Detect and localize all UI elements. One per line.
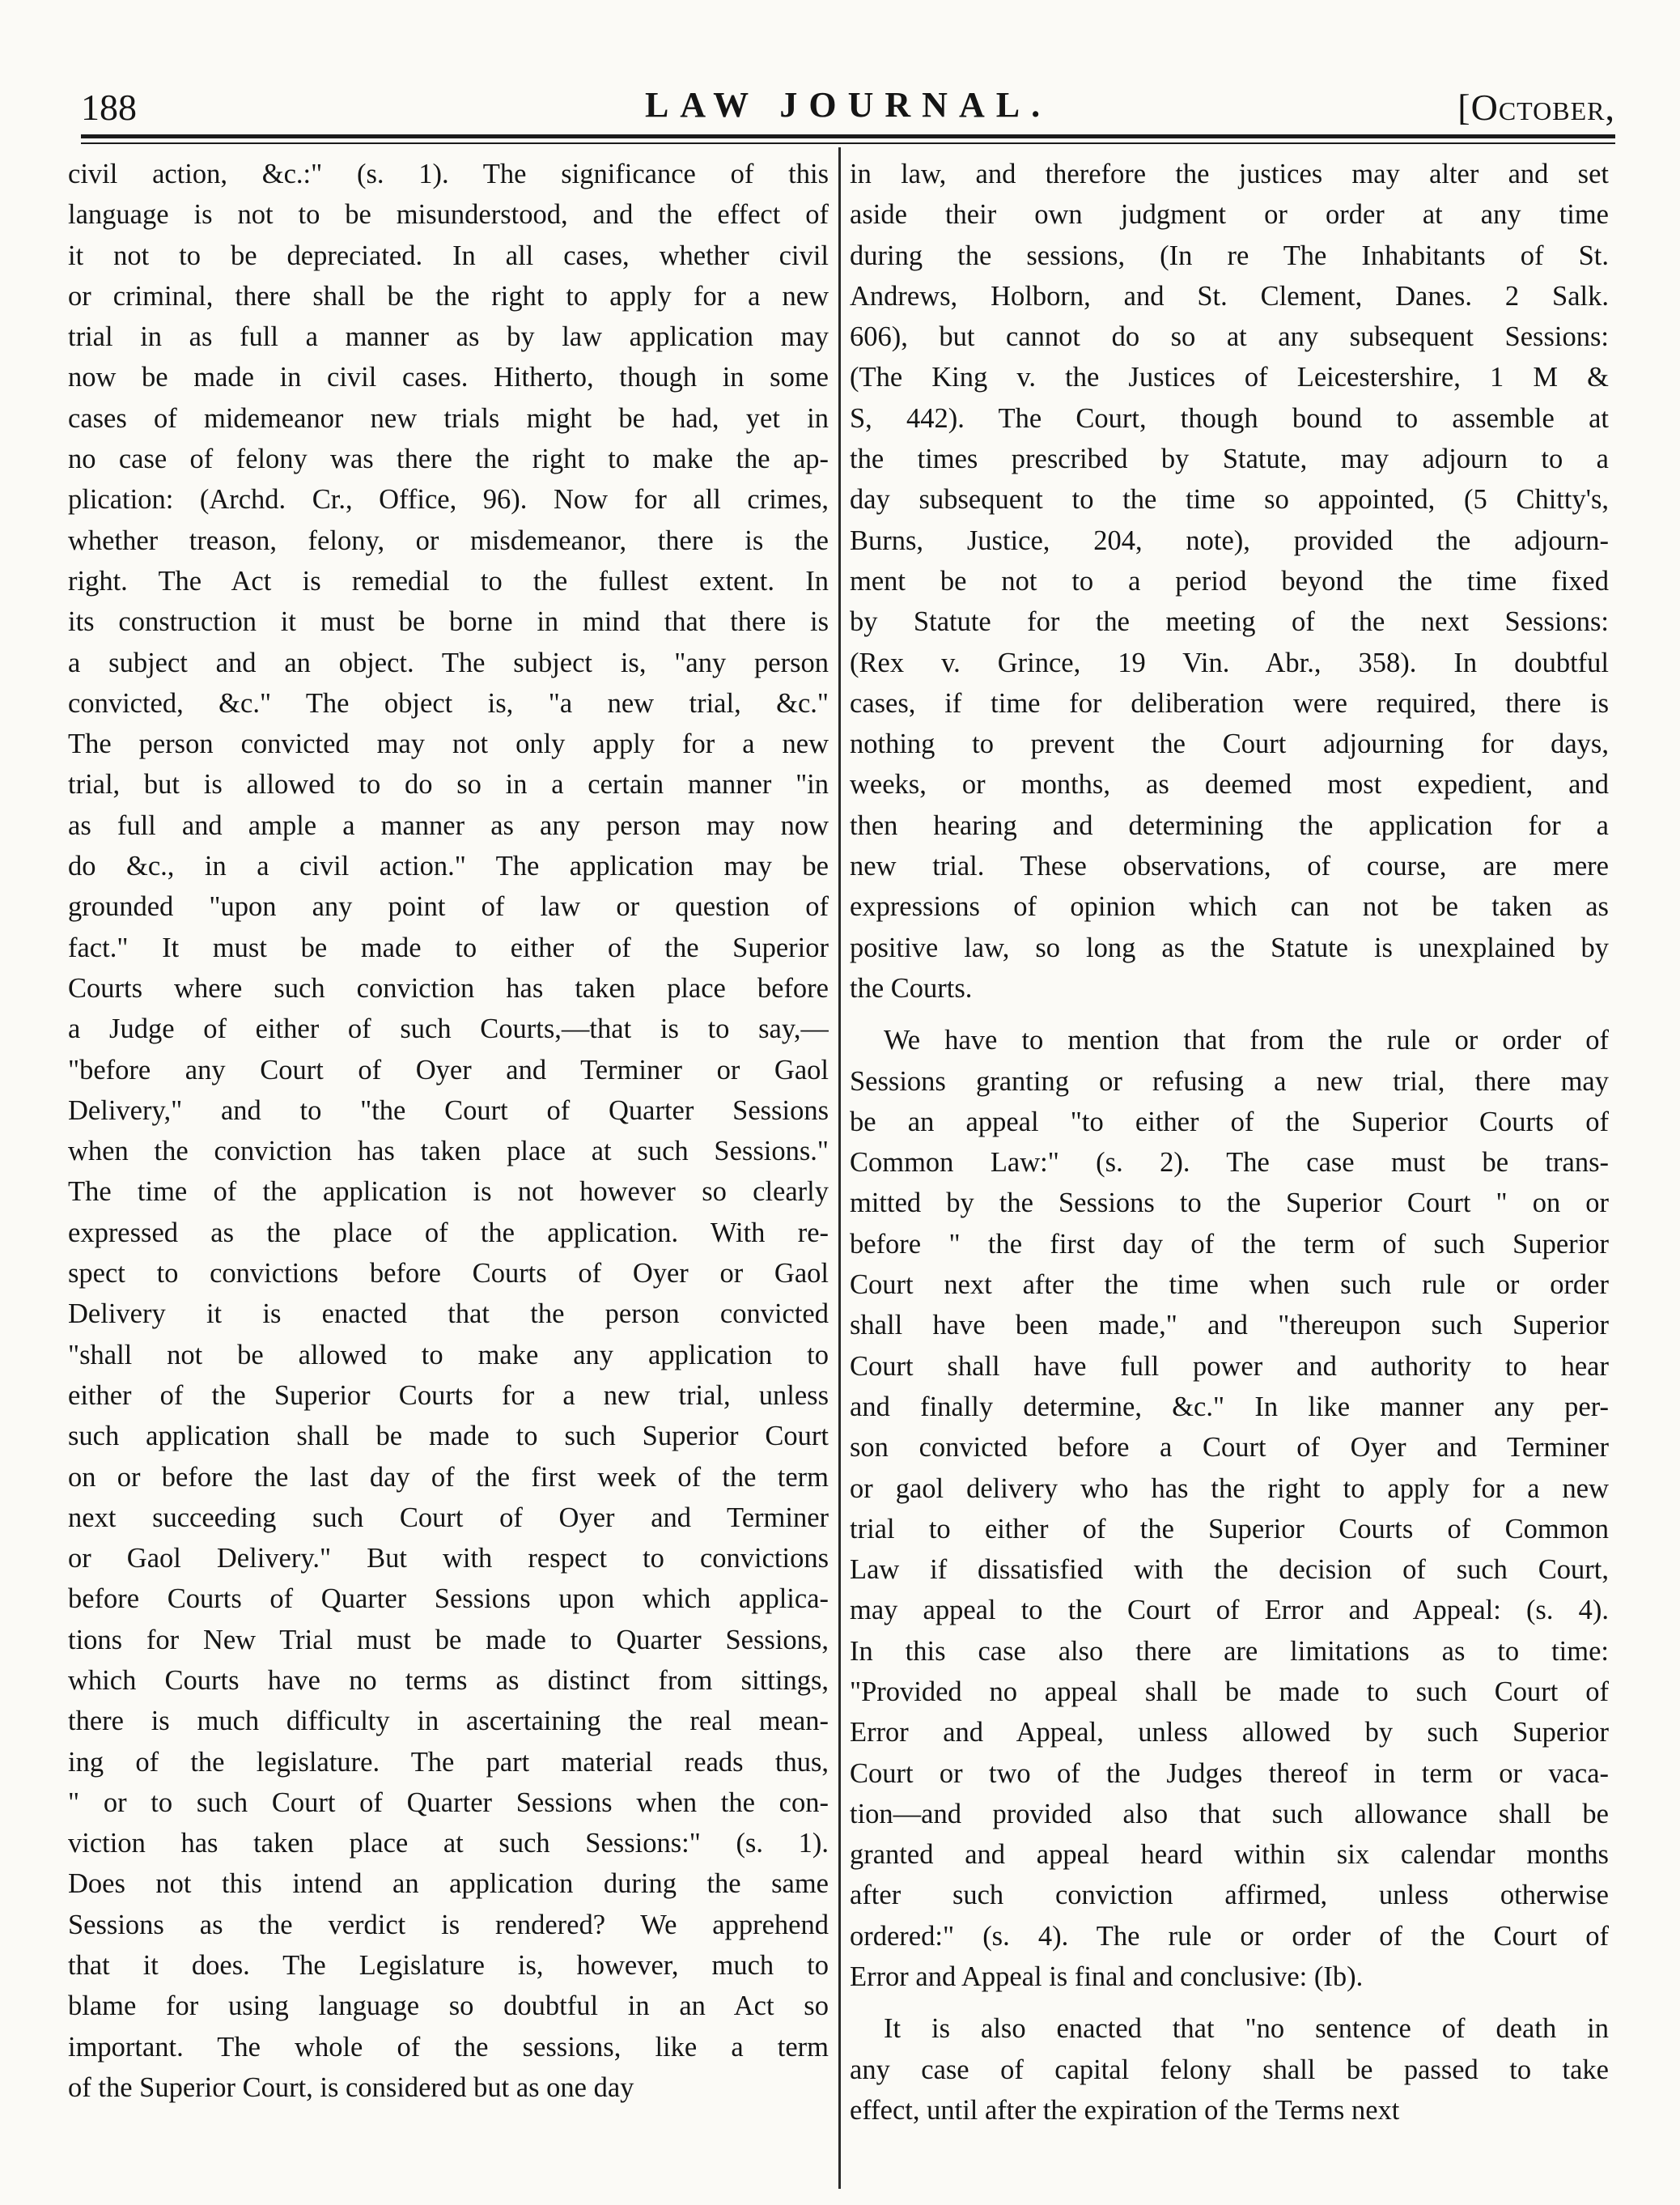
text-line: "before any Court of Oyer and Terminer or Gaol [68,1054,829,1086]
text-line: Error and Appeal, unless allowed by such Superior [850,1717,1609,1748]
text-line: effect, until after the expiration of the Terms next [850,2094,1400,2126]
text-line: there is much difficulty in ascertaining the real mean- [68,1706,829,1737]
text-line: " or to such Court of Quarter Sessions when the con- [68,1787,829,1818]
text-line: positive law, so long as the Statute is unexplained by [850,932,1609,963]
text-line: which Courts have no terms as distinct from sittings, [68,1664,829,1696]
text-line: a subject and an object. The subject is, "any person [68,647,829,678]
text-line: Does not this intend an application during the same [68,1868,829,1900]
text-line: either of the Superior Courts for a new trial, unless [68,1379,829,1411]
header-rule-thick [81,134,1615,138]
text-line: the times prescribed by Statute, may adjourn to a [850,444,1609,475]
text-line: no case of felony was there the right to make the ap- [68,444,829,475]
text-line: a Judge of either of such Courts,—that is to say,— [68,1013,829,1045]
text-line: may appeal to the Court of Error and Appeal: (s. 4). [850,1595,1609,1626]
text-line: do &c., in a civil action." The application may be [68,851,829,882]
text-line: expressed as the place of the application. With re- [68,1217,829,1248]
text-line: Law if dissatisfied with the decision of such Court, [850,1554,1609,1586]
text-line: spect to convictions before Courts of Oyer or Gaol [68,1258,829,1289]
text-line: of the Superior Court, is considered but as one day [68,2071,634,2103]
page-number: 188 [81,87,137,128]
text-line: The person convicted may not only apply for a new [68,729,829,760]
text-line: "Provided no appeal shall be made to such Court of [850,1676,1609,1707]
text-line: Andrews, Holborn, and St. Clement, Danes. 2 Salk. [850,280,1609,312]
text-line: nothing to prevent the Court adjourning for days, [850,729,1609,760]
text-line: during the sessions, (In re The Inhabitants of St. [850,240,1609,271]
text-line: In this case also there are limitations as to time: [850,1635,1609,1667]
text-line: it not to be depreciated. In all cases, whether civil [68,240,829,271]
text-line: S, 442). The Court, though bound to assemble at [850,402,1609,434]
header-month: [October, [1457,87,1615,128]
text-line: Court shall have full power and authority to hear [850,1350,1609,1382]
text-line: Court or two of the Judges thereof in term or vaca- [850,1757,1609,1789]
text-line: next succeeding such Court of Oyer and Terminer [68,1502,829,1533]
text-line: 606), but cannot do so at any subsequent Sessions: [850,321,1609,353]
text-line: Sessions as the verdict is rendered? We apprehend [68,1909,829,1940]
text-line: as full and ample a manner as any person may now [68,809,829,841]
text-line: mitted by the Sessions to the Superior Court " on or [850,1187,1609,1219]
text-line: tion—and provided also that such allowance shall be [850,1798,1609,1829]
text-line: The time of the application is not however so clearly [68,1176,829,1208]
text-line: viction has taken place at such Sessions:" (s. 1). [68,1828,829,1859]
text-line: now be made in civil cases. Hitherto, though in some [68,362,829,393]
header-rule-thin [81,142,1615,144]
text-line: day subsequent to the time so appointed, (5 Chitty's, [850,484,1609,516]
text-line: cases of midemeanor new trials might be had, yet in [68,402,829,434]
text-line: Court next after the time when such rule or order [850,1269,1609,1301]
text-line: Burns, Justice, 204, note), provided the adjourn- [850,525,1609,556]
text-line: grounded "upon any point of law or question of [68,891,829,923]
text-line: It is also enacted that "no sentence of death in [884,2013,1609,2045]
text-line: convicted, &c." The object is, "a new trial, &c." [68,687,829,719]
text-line: tions for New Trial must be made to Quarter Sessions, [68,1624,829,1655]
text-line: Common Law:" (s. 2). The case must be trans- [850,1147,1609,1179]
text-line: such application shall be made to such Superior Court [68,1421,829,1452]
text-line: then hearing and determining the application for a [850,809,1609,841]
text-line: by Statute for the meeting of the next Sessions: [850,606,1609,638]
text-line: or gaol delivery who has the right to apply for a new [850,1472,1609,1504]
text-line: that it does. The Legislature is, however, much to [68,1950,829,1982]
text-line: Delivery it is enacted that the person convicted [68,1298,829,1330]
text-line: be an appeal "to either of the Superior Courts of [850,1106,1609,1137]
running-header [81,81,1615,138]
text-line: before " the first day of the term of such Superior [850,1228,1609,1260]
text-line: Error and Appeal is final and conclusive: (Ib). [850,1961,1364,1993]
text-line: trial, but is allowed to do so in a certain manner "in [68,769,829,801]
right-column [850,154,1609,2189]
text-line: ordered:" (s. 4). The rule or order of the Court of [850,1920,1609,1952]
text-line: trial in as full a manner as by law application may [68,321,829,353]
text-line: aside their own judgment or order at any time [850,199,1609,231]
text-line: or criminal, there shall be the right to apply for a new [68,280,829,312]
text-line: in law, and therefore the justices may alter and set [850,159,1609,189]
left-column [68,154,829,2189]
text-line: on or before the last day of the first week of the term [68,1461,829,1493]
text-line: when the conviction has taken place at such Sessions." [68,1136,829,1167]
text-line: any case of capital felony shall be passed to take [850,2054,1609,2085]
text-line: son convicted before a Court of Oyer and Terminer [850,1432,1609,1464]
text-line: cases, if time for deliberation were required, there is [850,687,1609,719]
text-line: (Rex v. Grince, 19 Vin. Abr., 358). In doubtful [850,647,1609,678]
text-line: "shall not be allowed to make any application to [68,1339,829,1370]
text-line: ing of the legislature. The part material reads thus, [68,1746,829,1778]
text-line: and finally determine, &c." In like manner any per- [850,1391,1609,1422]
text-line: blame for using language so doubtful in an Act so [68,1990,829,2022]
text-line: We have to mention that from the rule or order of [884,1025,1609,1056]
text-line: civil action, &c.:" (s. 1). The significance of this [68,159,829,189]
text-line: or Gaol Delivery." But with respect to convictions [68,1543,829,1574]
text-line: its construction it must be borne in mind that there is [68,606,829,638]
text-line: Courts where such conviction has taken place before [68,972,829,1004]
journal-title: LAW JOURNAL. [644,85,1052,125]
text-line: fact." It must be made to either of the Superior [68,932,829,963]
column-divider [838,147,841,2189]
text-line: weeks, or months, as deemed most expedient, and [850,769,1609,801]
text-line: new trial. These observations, of course, are mere [850,851,1609,882]
text-line: important. The whole of the sessions, like a term [68,2031,829,2063]
text-line: trial to either of the Superior Courts of Common [850,1513,1609,1544]
text-line: granted and appeal heard within six calendar months [850,1839,1609,1871]
text-line: shall have been made," and "thereupon such Superior [850,1310,1609,1341]
text-line: language is not to be misunderstood, and the effect of [68,199,829,231]
text-line: plication: (Archd. Cr., Office, 96). Now for all crimes, [68,484,829,516]
text-line: the Courts. [850,972,973,1004]
text-line: Delivery," and to "the Court of Quarter Sessions [68,1094,829,1126]
text-line: (The King v. the Justices of Leicestershire, 1 M & [850,362,1609,393]
text-line: ment be not to a period beyond the time fixed [850,565,1609,597]
text-line: before Courts of Quarter Sessions upon which applica- [68,1583,829,1615]
text-line: after such conviction affirmed, unless otherwise [850,1880,1609,1911]
text-line: right. The Act is remedial to the fullest extent. In [68,565,829,597]
text-line: whether treason, felony, or misdemeanor, there is the [68,525,829,556]
text-line: Sessions granting or refusing a new trial, there may [850,1065,1609,1097]
text-line: expressions of opinion which can not be taken as [850,891,1609,923]
